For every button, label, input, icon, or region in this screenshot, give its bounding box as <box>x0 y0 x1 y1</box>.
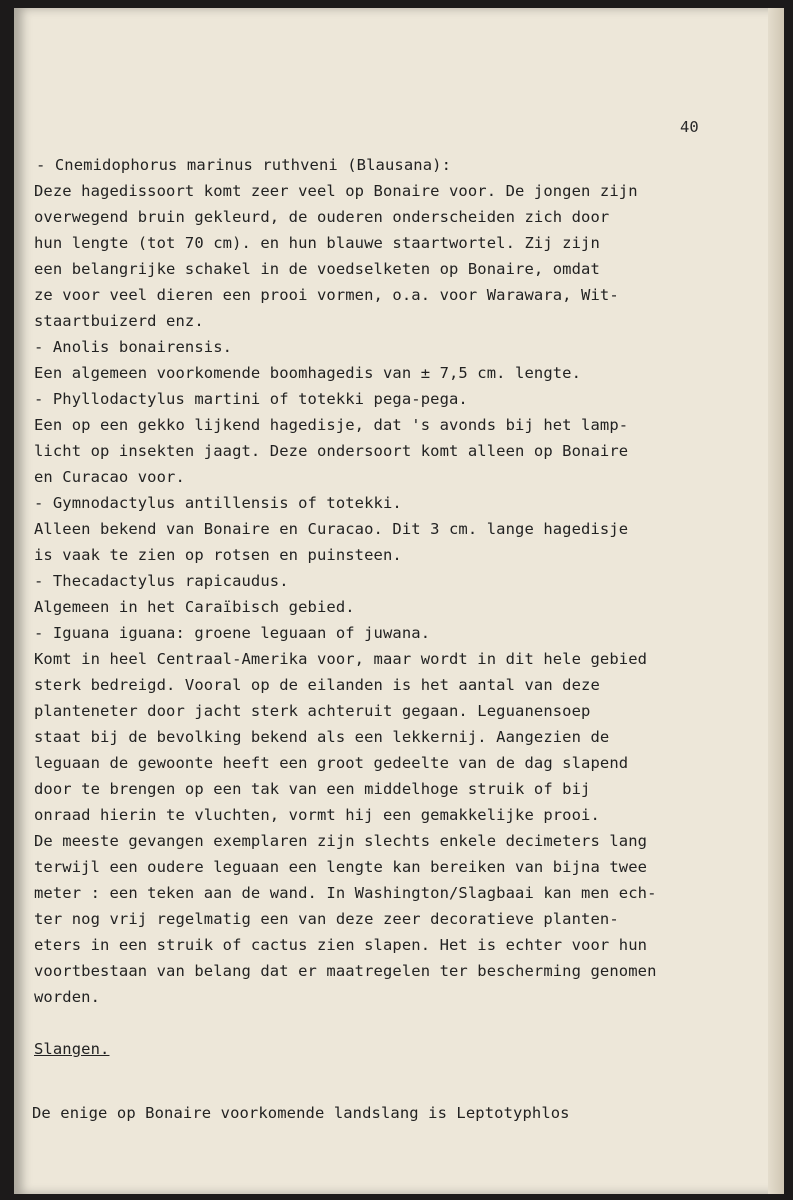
text-line: De meeste gevangen exemplaren zijn slechts enkele decimeters lang <box>34 832 648 850</box>
text-line: - Iguana iguana: groene leguaan of juwana. <box>34 624 431 642</box>
text-line: sterk bedreigd. Vooral op de eilanden is het aantal van deze <box>34 676 600 694</box>
text-line: Een op een gekko lijkend hagedisje, dat 's avonds bij het lamp- <box>34 416 629 434</box>
page-edge <box>768 8 784 1194</box>
text-line: Deze hagedissoort komt zeer veel op Bonaire voor. De jongen zijn <box>34 182 638 200</box>
text-line: staartbuizerd enz. <box>34 312 204 330</box>
text-line: worden. <box>34 988 101 1006</box>
text-line: leguaan de gewoonte heeft een groot gedeelte van de dag slapend <box>34 754 629 772</box>
text-line: - Phyllodactylus martini of totekki pega-pega. <box>34 390 468 408</box>
text-line: Algemeen in het Caraïbisch gebied. <box>34 598 355 616</box>
text-line: - Gymnodactylus antillensis of totekki. <box>34 494 402 512</box>
text-line: overwegend bruin gekleurd, de ouderen onderscheiden zich door <box>34 208 610 226</box>
text-line: en Curacao voor. <box>34 468 185 486</box>
text-line: een belangrijke schakel in de voedselketen op Bonaire, omdat <box>34 260 600 278</box>
text-line: planteneter door jacht sterk achteruit gegaan. Leguanensoep <box>34 702 591 720</box>
document-page <box>14 8 784 1194</box>
text-line: hun lengte (tot 70 cm). en hun blauwe staartwortel. Zij zijn <box>34 234 600 252</box>
text-line: eters in een struik of cactus zien slapen. Het is echter voor hun <box>34 936 648 954</box>
text-line: onraad hierin te vluchten, vormt hij een gemakkelijke prooi. <box>34 806 600 824</box>
text-line: meter : een teken aan de wand. In Washington/Slagbaai kan men ech- <box>34 884 657 902</box>
text-line: - Thecadactylus rapicaudus. <box>34 572 289 590</box>
text-line: Komt in heel Centraal-Amerika voor, maar wordt in dit hele gebied <box>34 650 648 668</box>
text-line: licht op insekten jaagt. Deze ondersoort komt alleen op Bonaire <box>34 442 629 460</box>
closing-line: De enige op Bonaire voorkomende landslang is Leptotyphlos <box>32 1104 570 1122</box>
text-line: is vaak te zien op rotsen en puinsteen. <box>34 546 402 564</box>
text-line: door te brengen op een tak van een middelhoge struik of bij <box>34 780 591 798</box>
text-line: - Anolis bonairensis. <box>34 338 233 356</box>
text-line: staat bij de bevolking bekend als een lekkernij. Aangezien de <box>34 728 610 746</box>
text-line: ter nog vrij regelmatig een van deze zeer decoratieve planten- <box>34 910 619 928</box>
text-line: ze voor veel dieren een prooi vormen, o.a. voor Warawara, Wit- <box>34 286 619 304</box>
text-line: Een algemeen voorkomende boomhagedis van ± 7,5 cm. lengte. <box>34 364 582 382</box>
page-number: 40 <box>680 118 699 136</box>
text-line: terwijl een oudere leguaan een lengte kan bereiken van bijna twee <box>34 858 648 876</box>
text-line: Alleen bekend van Bonaire en Curacao. Dit 3 cm. lange hagedisje <box>34 520 629 538</box>
text-line: voortbestaan van belang dat er maatregelen ter bescherming genomen <box>34 962 657 980</box>
text-line: - Cnemidophorus marinus ruthveni (Blausana): <box>36 156 451 174</box>
section-heading: Slangen. <box>34 1040 110 1058</box>
